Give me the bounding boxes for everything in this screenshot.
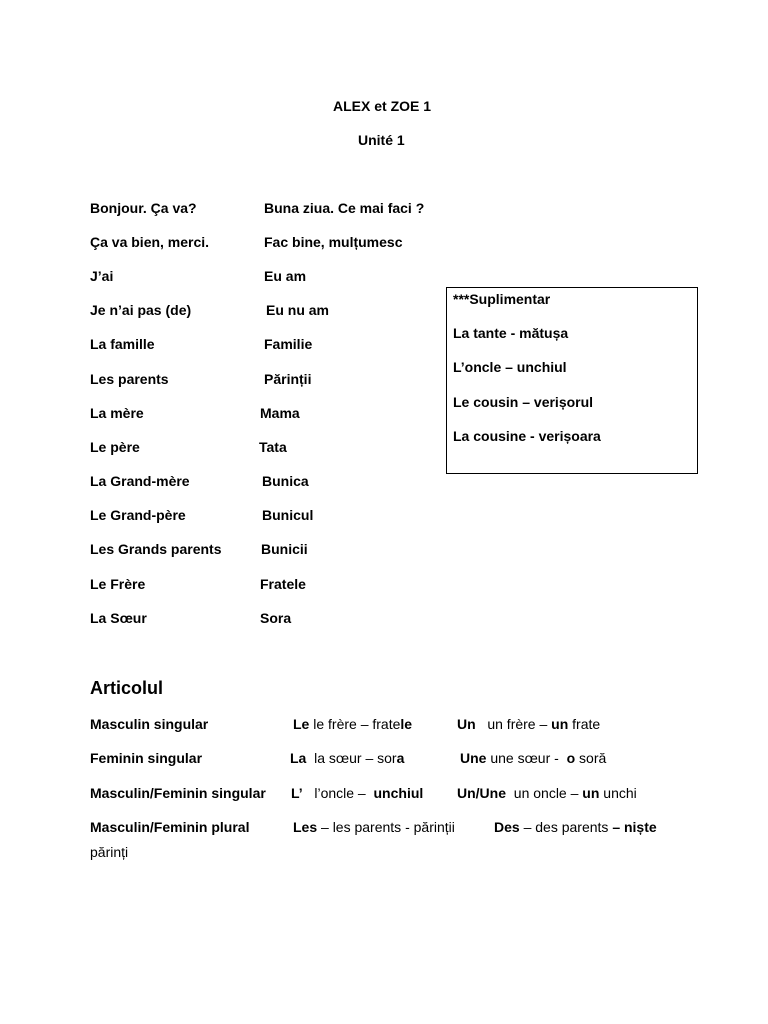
vocab-fr: J’ai bbox=[90, 268, 114, 284]
indefinite-article: Un bbox=[457, 716, 476, 732]
example-ro: frate bbox=[572, 716, 601, 732]
vocab-ro: Fratele bbox=[260, 576, 306, 592]
example-continuation: părinți bbox=[90, 844, 129, 860]
example-ro: soră bbox=[579, 750, 607, 766]
supplement-item: Le cousin – verișorul bbox=[453, 394, 594, 410]
vocab-ro: Buna ziua. Ce mai faci ? bbox=[264, 200, 425, 216]
article-label: Feminin singular bbox=[90, 750, 203, 766]
definite-article-example bbox=[293, 818, 455, 836]
example-ro-article: unchiul bbox=[373, 785, 424, 801]
example-ro-article: – niște bbox=[612, 819, 657, 835]
vocab-ro: Bunicul bbox=[262, 507, 314, 523]
vocab-fr: Je n’ai pas (de) bbox=[90, 302, 192, 318]
vocab-ro: Fac bine, mulțumesc bbox=[264, 234, 403, 250]
vocab-ro: Mama bbox=[260, 405, 300, 421]
vocab-ro: Eu nu am bbox=[266, 302, 330, 318]
vocab-fr: La famille bbox=[90, 336, 155, 352]
article-label: Masculin singular bbox=[90, 716, 209, 732]
definite-article-example bbox=[290, 749, 404, 767]
definite-article: Les bbox=[293, 819, 318, 835]
indefinite-article-example bbox=[457, 784, 637, 802]
document-title: ALEX et ZOE 1 bbox=[333, 98, 432, 114]
vocab-fr: La Grand-mère bbox=[90, 473, 190, 489]
vocab-ro: Sora bbox=[260, 610, 292, 626]
definite-article-example bbox=[293, 715, 412, 733]
supplement-title: ***Suplimentar bbox=[453, 291, 551, 307]
example-fr: un frère – bbox=[487, 716, 548, 732]
example-fr: l’oncle – bbox=[314, 785, 366, 801]
supplement-box bbox=[446, 287, 698, 474]
indefinite-article: Des bbox=[494, 819, 520, 835]
supplement-item: La tante - mătușa bbox=[453, 325, 569, 341]
definite-article: L’ bbox=[291, 785, 303, 801]
vocab-ro: Bunicii bbox=[261, 541, 308, 557]
vocab-fr: Le Frère bbox=[90, 576, 146, 592]
example-ro: unchi bbox=[603, 785, 637, 801]
vocab-fr: Les parents bbox=[90, 371, 169, 387]
example-fr: – des parents bbox=[523, 819, 609, 835]
vocab-fr: Le Grand-père bbox=[90, 507, 186, 523]
article-label: Masculin/Feminin singular bbox=[90, 785, 266, 801]
vocab-ro: Părinții bbox=[264, 371, 312, 387]
example-ro-article: le bbox=[400, 716, 413, 732]
document-subtitle: Unité 1 bbox=[358, 132, 405, 148]
indefinite-article-example bbox=[494, 818, 657, 836]
definite-article: La bbox=[290, 750, 307, 766]
indefinite-article: Un/Une bbox=[457, 785, 506, 801]
vocab-fr: La Sœur bbox=[90, 610, 147, 626]
vocab-fr: Bonjour. Ça va? bbox=[90, 200, 197, 216]
supplement-item: L’oncle – unchiul bbox=[453, 359, 567, 375]
indefinite-article-example bbox=[457, 715, 600, 733]
vocab-fr: Les Grands parents bbox=[90, 541, 222, 557]
supplement-item: La cousine - verișoara bbox=[453, 428, 601, 444]
example-fr: la sœur – sor bbox=[314, 750, 397, 766]
vocab-fr: La mère bbox=[90, 405, 144, 421]
definite-article-example bbox=[291, 784, 423, 802]
example-fr: un oncle – bbox=[513, 785, 579, 801]
indefinite-article: Une bbox=[460, 750, 487, 766]
example-fr: une sœur - bbox=[490, 750, 559, 766]
example-fr: – les parents - părinții bbox=[321, 819, 455, 835]
example-ro-article: un bbox=[551, 716, 569, 732]
definite-article: Le bbox=[293, 716, 310, 732]
vocab-ro: Familie bbox=[264, 336, 313, 352]
example-fr: le frère – frate bbox=[313, 716, 401, 732]
article-label: Masculin/Feminin plural bbox=[90, 819, 250, 835]
example-ro-article: o bbox=[566, 750, 576, 766]
vocab-fr: Le père bbox=[90, 439, 140, 455]
vocab-ro: Bunica bbox=[262, 473, 309, 489]
example-ro-article: a bbox=[396, 750, 405, 766]
vocab-ro: Eu am bbox=[264, 268, 307, 284]
example-ro-article: un bbox=[582, 785, 600, 801]
section-heading: Articolul bbox=[90, 678, 164, 698]
vocab-ro: Tata bbox=[259, 439, 287, 455]
indefinite-article-example bbox=[460, 749, 606, 767]
vocab-fr: Ça va bien, merci. bbox=[90, 234, 210, 250]
